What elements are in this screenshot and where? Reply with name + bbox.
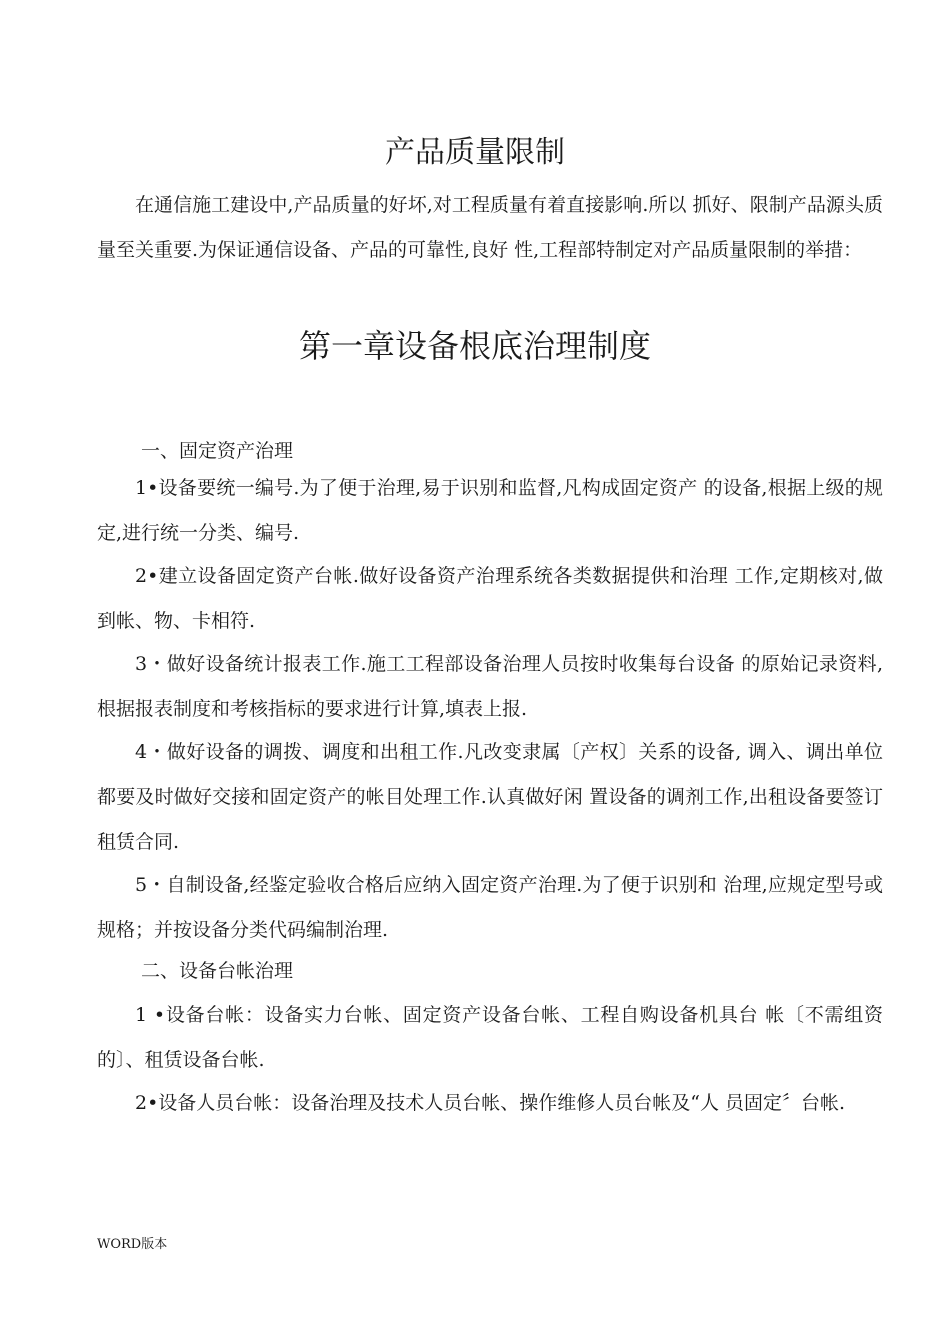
chapter-title: 第一章设备根底治理制度: [298, 327, 651, 365]
list-item: 1 •设备台帐：设备实力台帐、固定资产设备台帐、工程自购设备机具台 帐〔不需组资的〕、租赁设备台帐.: [97, 1004, 883, 1071]
section-heading-fixed-assets: 一、固定资产治理: [141, 440, 294, 462]
list-item: 2•设备人员台帐：设备治理及技术人员台帐、操作维修人员台帐及“人 员固定〞台帐.: [135, 1092, 846, 1114]
section-heading-equipment-ledger: 二、设备台帐治理: [141, 960, 294, 982]
list-item: 2•建立设备固定资产台帐.做好设备资产治理系统各类数据提供和治理 工作,定期核对,做到帐、物、卡相符.: [97, 565, 883, 632]
list-item: 5・自制设备,经鉴定验收合格后应纳入固定资产治理.为了便于识别和 治理,应规定型号或规格；并按设备分类代码编制治理.: [97, 874, 883, 941]
intro-paragraph: 在通信施工建设中,产品质量的好坏,对工程质量有着直接影响.所以 抓好、限制产品源头质量至关重要.为保证通信设备、产品的可靠性,良好 性,工程部特制定对产品质量限制的举措：: [97, 194, 883, 261]
document-title: 产品质量限制: [385, 135, 565, 170]
footer-label: WORD版本: [97, 1237, 168, 1252]
list-item: 4・做好设备的调拨、调度和出租工作.凡改变隶属〔产权〕关系的设备, 调入、调出单位都要及时做好交接和固定资产的帐目处理工作.认真做好闲 置设备的调剂工作,出租设备要签订租赁合同.: [97, 741, 883, 853]
list-item: 3・做好设备统计报表工作.施工工程部设备治理人员按时收集每台设备 的原始记录资料,根据报表制度和考核指标的要求进行计算,填表上报.: [97, 653, 883, 720]
list-item: 1•设备要统一编号.为了便于治理,易于识别和监督,凡构成固定资产 的设备,根据上级的规定,进行统一分类、编号.: [97, 477, 883, 544]
